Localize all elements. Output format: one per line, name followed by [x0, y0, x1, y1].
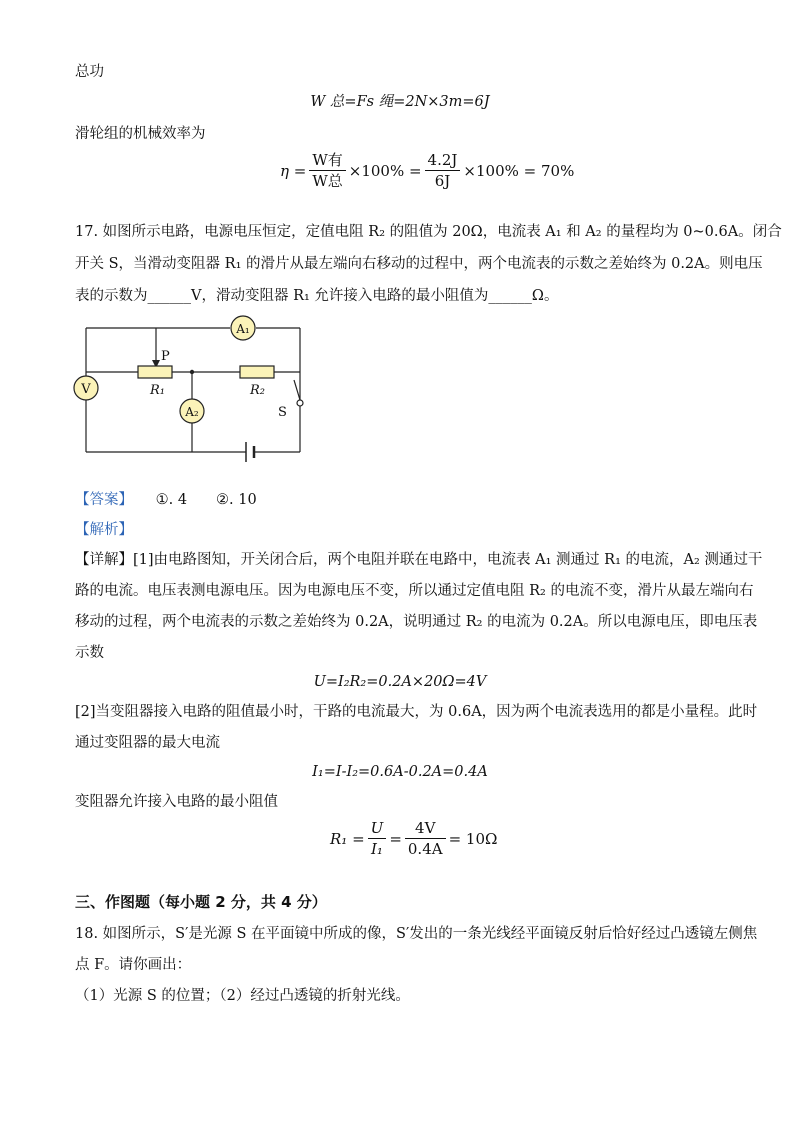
circuit-diagram	[70, 310, 320, 470]
r1-fraction-1: $\frac{U}{\text{I₁}}$	[368, 818, 387, 859]
q18-line-1: 18. 如图所示，S′是光源 S 在平面镜中所成的像，S′发出的一条光线经平面镜反射后恰好经过凸透镜左侧焦	[75, 926, 758, 942]
r1-mid: =	[389, 829, 402, 848]
resistor-r1	[138, 366, 172, 378]
equation-efficiency	[280, 150, 574, 191]
switch-label: S	[278, 405, 287, 420]
q17-line-2: 开关 S，当滑动变阻器 R₁ 的滑片从最左端向右移动的过程中，两个电流表的示数之差始终为 0.2A。则电压	[75, 256, 763, 272]
voltmeter-label: V	[81, 382, 91, 397]
eta-lhs: η =	[280, 161, 307, 180]
total-work-label: 总功	[75, 64, 104, 80]
q18-line-3: （1）光源 S 的位置；（2）经过凸透镜的折射光线。	[75, 988, 410, 1004]
ammeter-a1-label: A₁	[236, 322, 250, 336]
detail-line-3: 移动的过程，两个电流表的示数之差始终为 0.2A，说明通过 R₂ 的电流为 0.2A。所以电源电压，即电压表	[75, 614, 758, 630]
detail-line-6: 通过变阻器的最大电流	[75, 735, 220, 751]
detail-line-2: 路的电流。电压表测电源电压。因为电源电压不变，所以通过定值电阻 R₂ 的电流不变，滑片从最左端向右	[75, 583, 754, 599]
detail-line-1: 【详解】[1]由电路图知，开关闭合后，两个电阻并联在电路中，电流表 A₁ 测通过 R₁ 的电流，A₂ 测通过干	[75, 552, 763, 568]
eta-rhs: ×100% = 70%	[463, 161, 575, 180]
detail-line-5: [2]当变阻器接入电路的阻值最小时，干路的电流最大，为 0.6A，因为两个电流表选用的都是小量程。此时	[75, 704, 758, 720]
r1-fraction-2: $\frac{4V}{0.4A}$	[405, 818, 446, 859]
equation-total-work: W 总=Fs 绳=2N×3m=6J	[310, 94, 490, 110]
efficiency-label: 滑轮组的机械效率为	[75, 126, 206, 142]
eta-mid: ×100% =	[348, 161, 422, 180]
q17-line-3: 表的示数为______V，滑动变阻器 R₁ 允许接入电路的最小阻值为______Ω。	[75, 288, 559, 304]
eta-fraction-2: $\frac{4.2J}{6J}$	[425, 150, 461, 191]
answer-row	[75, 490, 257, 510]
r1-rhs: = 10Ω	[448, 829, 498, 848]
resistor-r2	[240, 366, 274, 378]
slider-label: P	[161, 349, 170, 364]
ammeter-a2-label: A₂	[185, 405, 199, 419]
r1-label: R₁	[150, 383, 165, 398]
q17-line-1: 17. 如图所示电路，电源电压恒定，定值电阻 R₂ 的阻值为 20Ω，电流表 A₁ 和 A₂ 的量程均为 0~0.6A。闭合	[75, 224, 782, 240]
analysis-tag: 【解析】	[75, 522, 133, 538]
answer-tag: 【答案】	[75, 492, 133, 508]
eta-fraction-1: $\frac{\text{W有}}{\text{W总}}$	[309, 150, 345, 191]
equation-current: I₁=I-I₂=0.6A-0.2A=0.4A	[312, 764, 488, 780]
switch-contact-icon	[297, 400, 303, 406]
detail-line-4: 示数	[75, 645, 104, 661]
section-title: 三、作图题（每小题 2 分，共 4 分）	[75, 893, 327, 911]
equation-min-resistance	[330, 818, 497, 859]
detail-line-7: 变阻器允许接入电路的最小阻值	[75, 794, 278, 810]
r1-lhs: R₁ =	[330, 829, 365, 848]
q18-line-2: 点 F。请你画出：	[75, 957, 192, 973]
answer-text: ①. 4 ②. 10	[155, 492, 257, 508]
equation-voltage: U=I₂R₂=0.2A×20Ω=4V	[313, 674, 487, 690]
r2-label: R₂	[250, 383, 265, 398]
